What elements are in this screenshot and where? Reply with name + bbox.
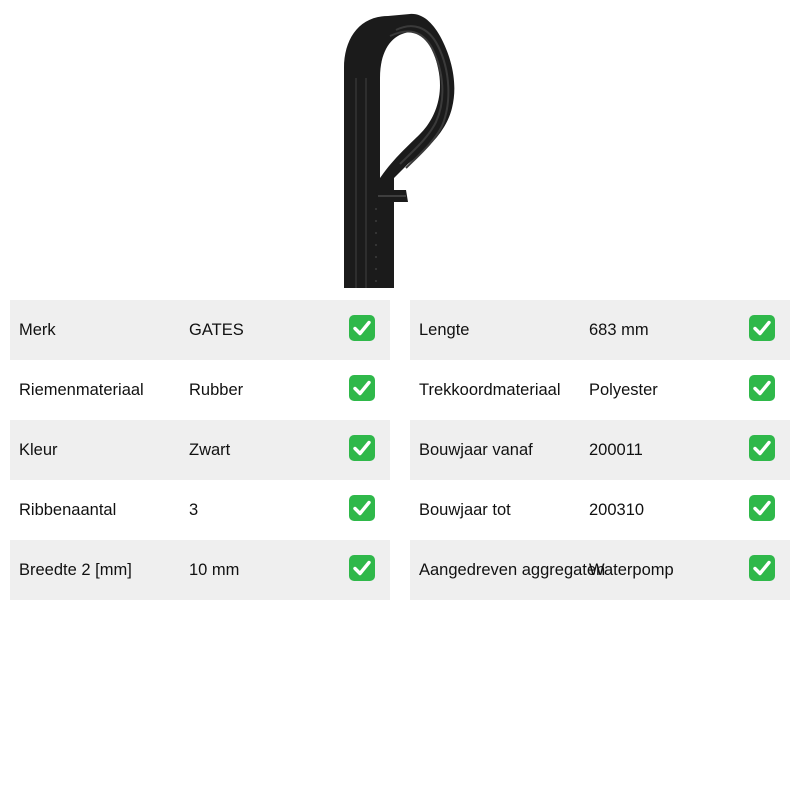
check-mark-icon (749, 315, 775, 341)
check-mark-icon (349, 555, 375, 581)
spec-value: GATES (189, 321, 244, 339)
spec-label: Kleur (19, 441, 58, 459)
spec-row-color (10, 420, 390, 480)
spec-row-cord-material (410, 360, 790, 420)
spec-value: Polyester (589, 381, 658, 399)
spec-row-brand (10, 300, 390, 360)
spec-row-year-from (410, 420, 790, 480)
check-mark-icon (749, 495, 775, 521)
specs-table-right (410, 300, 790, 600)
spec-row-length (410, 300, 790, 360)
ribbed-v-belt-image (330, 8, 470, 288)
spec-label: Lengte (419, 321, 470, 339)
spec-value: 200011 (589, 441, 643, 459)
spec-value: 3 (189, 501, 199, 519)
spec-row-driven-aggregates (410, 540, 790, 600)
check-mark-icon (349, 435, 375, 461)
spec-value: 683 mm (589, 321, 649, 339)
spec-label: Merk (19, 321, 56, 339)
spec-value: Zwart (189, 441, 231, 459)
check-mark-icon (349, 315, 375, 341)
spec-row-material (10, 360, 390, 420)
spec-value: Waterpomp (589, 561, 674, 579)
spec-value: 10 mm (189, 561, 240, 579)
check-mark-icon (349, 495, 375, 521)
spec-label: Ribbenaantal (19, 501, 117, 519)
spec-value: Rubber (189, 381, 244, 399)
belt-svg (330, 8, 470, 288)
check-mark-icon (349, 375, 375, 401)
spec-row-width (10, 540, 390, 600)
specs-table-left (10, 300, 390, 600)
spec-label: Breedte 2 [mm] (19, 561, 132, 579)
spec-label: Bouwjaar vanaf (419, 441, 533, 459)
check-mark-icon (749, 435, 775, 461)
spec-label: Bouwjaar tot (419, 501, 511, 519)
check-mark-icon (749, 555, 775, 581)
check-mark-icon (749, 375, 775, 401)
spec-label: Trekkoordmateriaal (419, 381, 561, 399)
spec-row-year-to (410, 480, 790, 540)
spec-value: 200310 (589, 501, 645, 519)
spec-label: Aangedreven aggregaten (419, 561, 606, 579)
spec-row-ribs (10, 480, 390, 540)
spec-label: Riemenmateriaal (19, 381, 144, 399)
